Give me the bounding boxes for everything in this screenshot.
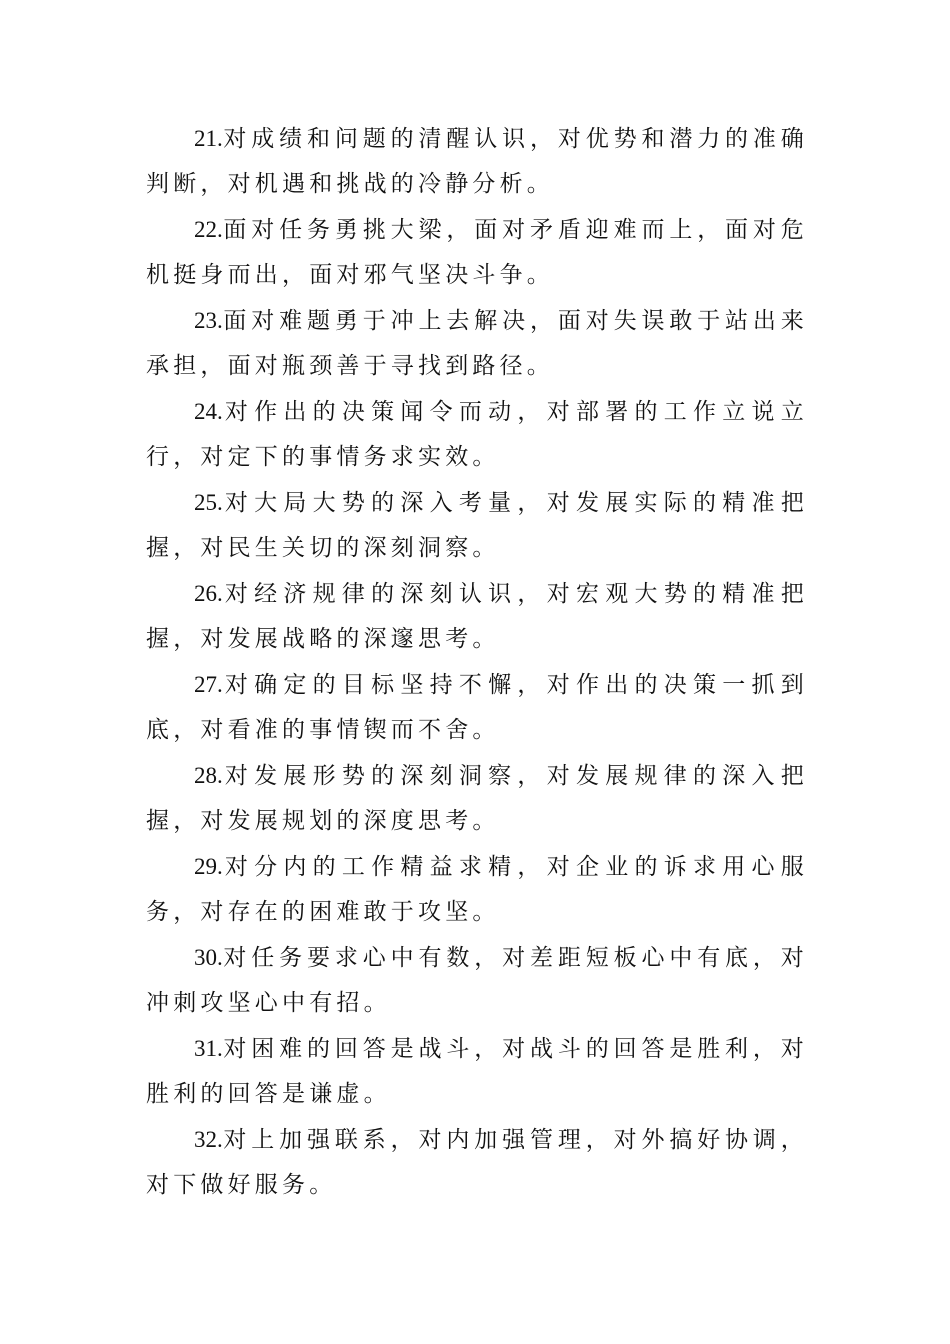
paragraph-number: 32. — [194, 1127, 223, 1152]
paragraph-text: 面对难题勇于冲上去解决，面对失误敢于站出来承担，面对瓶颈善于寻找到路径。 — [146, 308, 808, 379]
paragraph-text: 对上加强联系，对内加强管理，对外搞好协调，对下做好服务。 — [146, 1127, 808, 1198]
paragraph-26 — [146, 571, 808, 662]
paragraph-number: 26. — [194, 581, 223, 606]
paragraph-21 — [146, 116, 808, 207]
paragraph-32 — [146, 1117, 808, 1208]
paragraph-text: 对任务要求心中有数，对差距短板心中有底，对冲刺攻坚心中有招。 — [146, 945, 808, 1016]
paragraph-text: 对确定的目标坚持不懈，对作出的决策一抓到底，对看准的事情锲而不舍。 — [146, 672, 808, 743]
paragraph-29 — [146, 844, 808, 935]
paragraph-text: 对发展形势的深刻洞察，对发展规律的深入把握，对发展规划的深度思考。 — [146, 763, 808, 834]
document-body — [146, 116, 808, 1208]
paragraph-number: 23. — [194, 308, 223, 333]
paragraph-text: 对大局大势的深入考量，对发展实际的精准把握，对民生关切的深刻洞察。 — [146, 490, 808, 561]
paragraph-number: 24. — [194, 399, 223, 424]
paragraph-28 — [146, 753, 808, 844]
paragraph-text: 对困难的回答是战斗，对战斗的回答是胜利，对胜利的回答是谦虚。 — [146, 1036, 808, 1107]
paragraph-30 — [146, 935, 808, 1026]
paragraph-number: 29. — [194, 854, 223, 879]
paragraph-number: 30. — [194, 945, 223, 970]
paragraph-text: 对成绩和问题的清醒认识，对优势和潜力的准确判断，对机遇和挑战的冷静分析。 — [146, 126, 808, 197]
paragraph-number: 31. — [194, 1036, 223, 1061]
paragraph-text: 面对任务勇挑大梁，面对矛盾迎难而上，面对危机挺身而出，面对邪气坚决斗争。 — [146, 217, 808, 288]
paragraph-number: 25. — [194, 490, 223, 515]
paragraph-23 — [146, 298, 808, 389]
paragraph-31 — [146, 1026, 808, 1117]
paragraph-24 — [146, 389, 808, 480]
paragraph-25 — [146, 480, 808, 571]
paragraph-number: 27. — [194, 672, 223, 697]
paragraph-27 — [146, 662, 808, 753]
paragraph-text: 对经济规律的深刻认识，对宏观大势的精准把握，对发展战略的深邃思考。 — [146, 581, 808, 652]
paragraph-22 — [146, 207, 808, 298]
paragraph-text: 对作出的决策闻令而动，对部署的工作立说立行，对定下的事情务求实效。 — [146, 399, 808, 470]
paragraph-text: 对分内的工作精益求精，对企业的诉求用心服务，对存在的困难敢于攻坚。 — [146, 854, 808, 925]
paragraph-number: 28. — [194, 763, 223, 788]
paragraph-number: 22. — [194, 217, 223, 242]
paragraph-number: 21. — [194, 126, 223, 151]
